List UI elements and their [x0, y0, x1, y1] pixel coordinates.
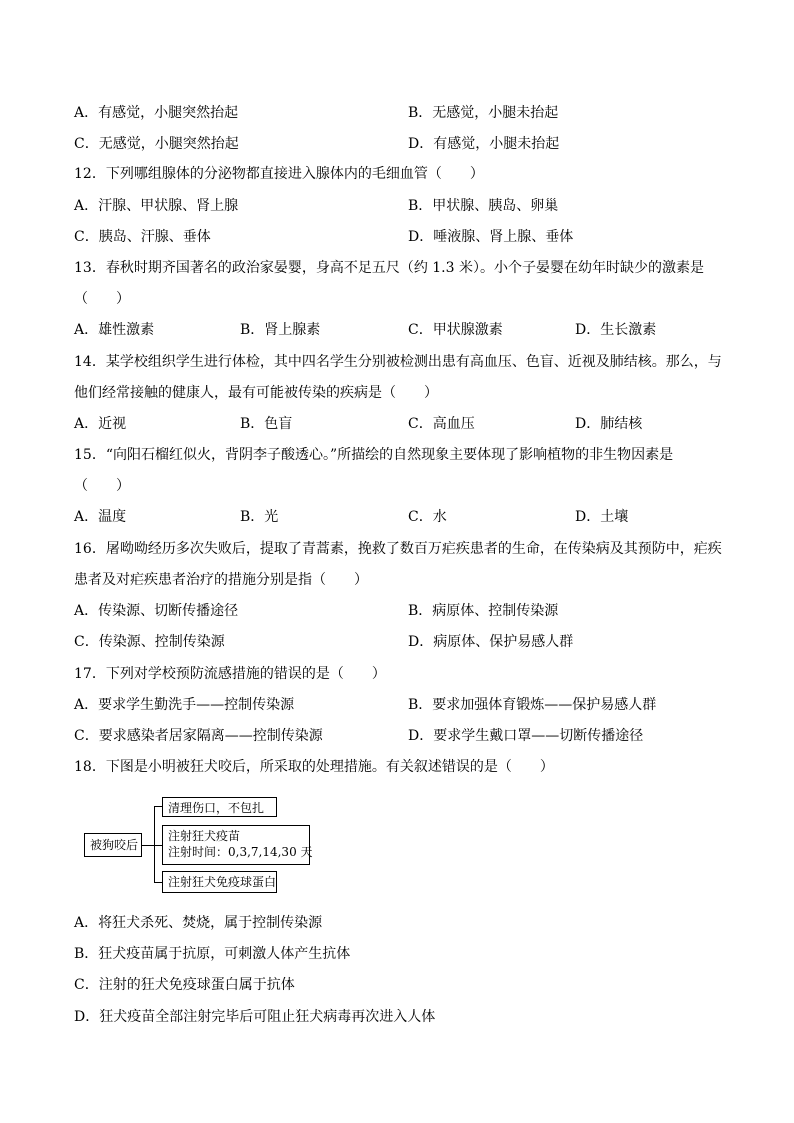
q16-stem-line2: 患者及对疟疾患者治疗的措施分别是指（ ）: [74, 572, 368, 588]
q12-option-d: D．唾液腺、肾上腺、垂体: [408, 229, 574, 245]
q14-option-d: D．肺结核: [575, 416, 643, 432]
diagram-root-box: 被狗咬后: [84, 833, 142, 857]
q17-option-a: A．要求学生勤洗手——控制传染源: [74, 697, 295, 713]
q15-option-b: B．光: [240, 509, 279, 525]
q18-option-a: A．将狂犬杀死、焚烧，属于控制传染源: [74, 915, 323, 931]
q13-option-c: C．甲状腺激素: [408, 322, 503, 338]
diagram-connector: [154, 806, 162, 807]
q14-stem-line2: 他们经常接触的健康人，最有可能被传染的疾病是（ ）: [74, 385, 438, 401]
q13-option-a: A．雄性激素: [74, 322, 155, 338]
diagram-connector: [154, 882, 162, 883]
q12-option-a: A．汗腺、甲状腺、肾上腺: [74, 198, 239, 214]
diagram-connector: [142, 845, 154, 846]
diagram-branch-clean-wound: 清理伤口，不包扎: [162, 797, 277, 817]
q16-option-b: B．病原体、控制传染源: [408, 603, 559, 619]
q14-option-a: A．近视: [74, 416, 127, 432]
q13-option-d: D．生长激素: [575, 322, 657, 338]
q16-option-d: D．病原体、保护易感人群: [408, 634, 574, 650]
q12-stem: 12．下列哪组腺体的分泌物都直接进入腺体内的毛细血管（ ）: [74, 166, 484, 182]
diagram-vaccine-schedule: 注射时间：0,3,7,14,30 天: [168, 845, 313, 859]
q14-option-c: C．高血压: [408, 416, 475, 432]
treatment-flow-diagram: [84, 795, 324, 895]
q13-option-b: B．肾上腺素: [240, 322, 321, 338]
q12-option-c: C．胰岛、汗腺、垂体: [74, 229, 211, 245]
q16-option-c: C．传染源、控制传染源: [74, 634, 225, 650]
q18-option-d: D．狂犬疫苗全部注射完毕后可阻止狂犬病毒再次进入人体: [74, 1009, 436, 1025]
q15-option-c: C．水: [408, 509, 447, 525]
q17-option-d: D．要求学生戴口罩——切断传播途径: [408, 728, 644, 744]
q17-option-b: B．要求加强体育锻炼——保护易感人群: [408, 697, 657, 713]
q13-stem-line2: （ ）: [74, 291, 130, 307]
q14-option-b: B．色盲: [240, 416, 293, 432]
q15-option-a: A．温度: [74, 509, 127, 525]
diagram-vaccine-title: 注射狂犬疫苗: [168, 829, 241, 843]
q14-stem-line1: 14．某学校组织学生进行体检，其中四名学生分别被检测出患有高血压、色盲、近视及肺结核。那么，与: [74, 354, 722, 370]
q11-option-a: A．有感觉，小腿突然抬起: [74, 105, 239, 121]
q15-stem-line2: （ ）: [74, 478, 130, 494]
q11-option-d: D．有感觉，小腿未抬起: [408, 136, 560, 152]
q13-stem-line1: 13．春秋时期齐国著名的政治家晏婴，身高不足五尺（约 1.3 米）。小个子晏婴在幼年时缺少的激素是: [74, 260, 704, 276]
diagram-connector: [154, 845, 162, 846]
q17-option-c: C．要求感染者居家隔离——控制传染源: [74, 728, 323, 744]
q16-stem-line1: 16．屠呦呦经历多次失败后，提取了青蒿素，挽救了数百万疟疾患者的生命，在传染病及其预防中，疟疾: [74, 541, 722, 557]
q18-option-b: B．狂犬疫苗属于抗原，可刺激人体产生抗体: [74, 946, 351, 962]
q17-stem: 17．下列对学校预防流感措施的错误的是（ ）: [74, 666, 386, 682]
q11-option-c: C．无感觉，小腿突然抬起: [74, 136, 239, 152]
q12-option-b: B．甲状腺、胰岛、卵巢: [408, 198, 559, 214]
q11-option-b: B．无感觉，小腿未抬起: [408, 105, 559, 121]
diagram-branch-immunoglobulin: 注射狂犬免疫球蛋白: [162, 871, 277, 893]
q16-option-a: A．传染源、切断传播途径: [74, 603, 239, 619]
q18-stem: 18．下图是小明被狂犬咬后，所采取的处理措施。有关叙述错误的是（ ）: [74, 759, 554, 775]
q18-option-c: C．注射的狂犬免疫球蛋白属于抗体: [74, 977, 295, 993]
diagram-branch-vaccine: [162, 825, 313, 865]
q15-stem-line1: 15．“向阳石榴红似火，背阴李子酸透心。”所描绘的自然现象主要体现了影响植物的非生物因素是: [74, 447, 674, 463]
q15-option-d: D．土壤: [575, 509, 629, 525]
